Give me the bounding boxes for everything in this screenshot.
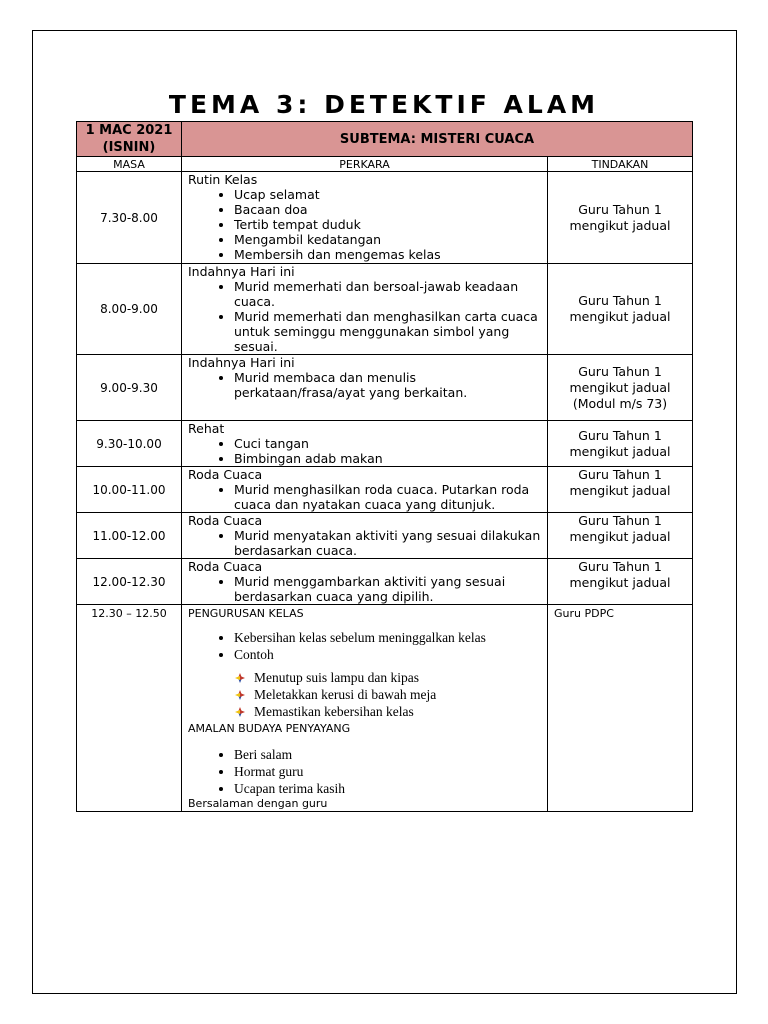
pengurusan-list <box>188 629 543 720</box>
list-item: • Cuci tangan <box>234 436 543 451</box>
tindakan-cell <box>548 264 693 355</box>
masa-cell: 8.00-9.00 <box>77 264 182 355</box>
activity-heading: Roda Cuaca <box>188 559 263 574</box>
activity-heading: Rehat <box>188 421 225 436</box>
list-item: • Bimbingan adab makan <box>234 451 543 466</box>
masa-cell: 10.00-11.00 <box>77 467 182 513</box>
section-heading: PENGURUSAN KELAS <box>188 607 304 620</box>
masa-cell: 12.30 – 12.50 <box>77 605 182 812</box>
tindakan-cell <box>548 421 693 467</box>
table-row <box>77 513 693 559</box>
masa-cell: 11.00-12.00 <box>77 513 182 559</box>
list-item: • Murid membaca dan menulis perkataan/frasa/ayat yang berkaitan. <box>234 370 543 400</box>
activity-list <box>188 187 543 262</box>
tindakan-line: mengikut jadual <box>569 379 671 395</box>
activity-heading: Rutin Kelas <box>188 172 258 187</box>
list-item: • Murid menghasilkan roda cuaca. Putarkan roda cuaca dan nyatakan cuaca yang ditunjuk. <box>234 482 543 512</box>
list-item: • Kebersihan kelas sebelum meninggalkan kelas <box>234 629 543 646</box>
column-header-row <box>77 157 693 172</box>
tindakan-line: Guru Tahun 1 <box>578 427 662 443</box>
tindakan-line: (Modul m/s 73) <box>572 395 668 411</box>
table-row <box>77 264 693 355</box>
arrow-bullet-icon <box>234 672 246 684</box>
list-item: • Membersih dan mengemas kelas <box>234 247 543 262</box>
list-item: Meletakkan kerusi di bawah meja <box>234 686 543 703</box>
subtema-cell <box>182 122 693 157</box>
masa-cell: 9.00-9.30 <box>77 355 182 421</box>
tindakan-line: Guru Tahun 1 <box>578 467 662 482</box>
perkara-cell <box>182 605 548 812</box>
activity-list <box>188 528 543 558</box>
tindakan-line: Guru Tahun 1 <box>578 201 662 217</box>
list-item: • Ucapan terima kasih <box>234 780 543 797</box>
activity-heading: Roda Cuaca <box>188 467 263 482</box>
masa-cell: 9.30-10.00 <box>77 421 182 467</box>
schedule-rows <box>77 172 693 605</box>
date-label: 1 MAC 2021 <box>85 123 173 138</box>
tindakan-cell <box>548 513 693 559</box>
activity-list <box>188 436 543 466</box>
table-row <box>77 605 693 812</box>
tindakan-line: Guru Tahun 1 <box>578 559 662 574</box>
footer-note: Bersalaman dengan guru <box>188 797 328 810</box>
activity-list <box>188 279 543 354</box>
arrow-bullet-icon <box>234 689 246 701</box>
tindakan-line: Guru Tahun 1 <box>578 363 662 379</box>
tindakan-line: Guru Tahun 1 <box>578 513 662 528</box>
page-title: TEMA 3: DETEKTIF ALAM <box>168 90 600 119</box>
activity-list <box>188 370 543 400</box>
tindakan-cell <box>548 467 693 513</box>
list-item: • Beri salam <box>234 746 543 763</box>
tindakan-line: mengikut jadual <box>569 309 671 324</box>
tindakan-cell <box>548 172 693 264</box>
activity-list <box>188 482 543 512</box>
arrow-bullet-icon <box>234 706 246 718</box>
activity-heading: Indahnya Hari ini <box>188 355 295 370</box>
day-label: (ISNIN) <box>102 140 156 155</box>
perkara-cell <box>182 467 548 513</box>
tindakan-header: TINDAKAN <box>548 157 693 172</box>
perkara-cell <box>182 264 548 355</box>
masa-header: MASA <box>77 157 182 172</box>
schedule-table <box>76 121 693 812</box>
tindakan-line: mengikut jadual <box>569 483 671 498</box>
tindakan-cell: Guru PDPC <box>548 605 693 812</box>
perkara-cell <box>182 559 548 605</box>
tindakan-line: mengikut jadual <box>569 217 671 233</box>
tindakan-line: mengikut jadual <box>569 575 671 590</box>
list-item: • Murid memerhati dan menghasilkan carta cuaca untuk seminggu menggunakan simbol yang sesuai. <box>234 309 543 354</box>
table-row <box>77 172 693 264</box>
table-row <box>77 421 693 467</box>
list-item: • Mengambil kedatangan <box>234 232 543 247</box>
masa-cell: 7.30-8.00 <box>77 172 182 264</box>
table-row <box>77 559 693 605</box>
perkara-cell <box>182 355 548 421</box>
list-item: • Murid menyatakan aktiviti yang sesuai dilakukan berdasarkan cuaca. <box>234 528 543 558</box>
table-row <box>77 355 693 421</box>
list-item: • Tertib tempat duduk <box>234 217 543 232</box>
tindakan-line: mengikut jadual <box>569 443 671 459</box>
list-item: Menutup suis lampu dan kipas <box>234 669 543 686</box>
tindakan-cell <box>548 355 693 421</box>
budaya-list <box>188 746 543 797</box>
masa-cell: 12.00-12.30 <box>77 559 182 605</box>
tindakan-cell <box>548 559 693 605</box>
list-item: • Murid memerhati dan bersoal-jawab keadaan cuaca. <box>234 279 543 309</box>
header-row <box>77 122 693 157</box>
list-item: • Bacaan doa <box>234 202 543 217</box>
activity-list <box>188 574 543 604</box>
list-item: • Ucap selamat <box>234 187 543 202</box>
subtema-label: SUBTEMA: MISTERI CUACA <box>339 131 535 147</box>
tindakan-line: Guru Tahun 1 <box>578 293 662 308</box>
list-item: • Hormat guru <box>234 763 543 780</box>
perkara-cell <box>182 421 548 467</box>
tindakan-line: mengikut jadual <box>569 529 671 544</box>
list-item: • Contoh <box>234 646 543 663</box>
activity-heading: Indahnya Hari ini <box>188 264 295 279</box>
perkara-header: PERKARA <box>182 157 548 172</box>
date-cell <box>77 122 182 157</box>
table-row <box>77 467 693 513</box>
perkara-cell <box>182 513 548 559</box>
activity-heading: Roda Cuaca <box>188 513 263 528</box>
list-item: Memastikan kebersihan kelas <box>234 703 543 720</box>
list-item: • Murid menggambarkan aktiviti yang sesuai berdasarkan cuaca yang dipilih. <box>234 574 543 604</box>
perkara-cell <box>182 172 548 264</box>
section-heading: AMALAN BUDAYA PENYAYANG <box>188 722 351 735</box>
